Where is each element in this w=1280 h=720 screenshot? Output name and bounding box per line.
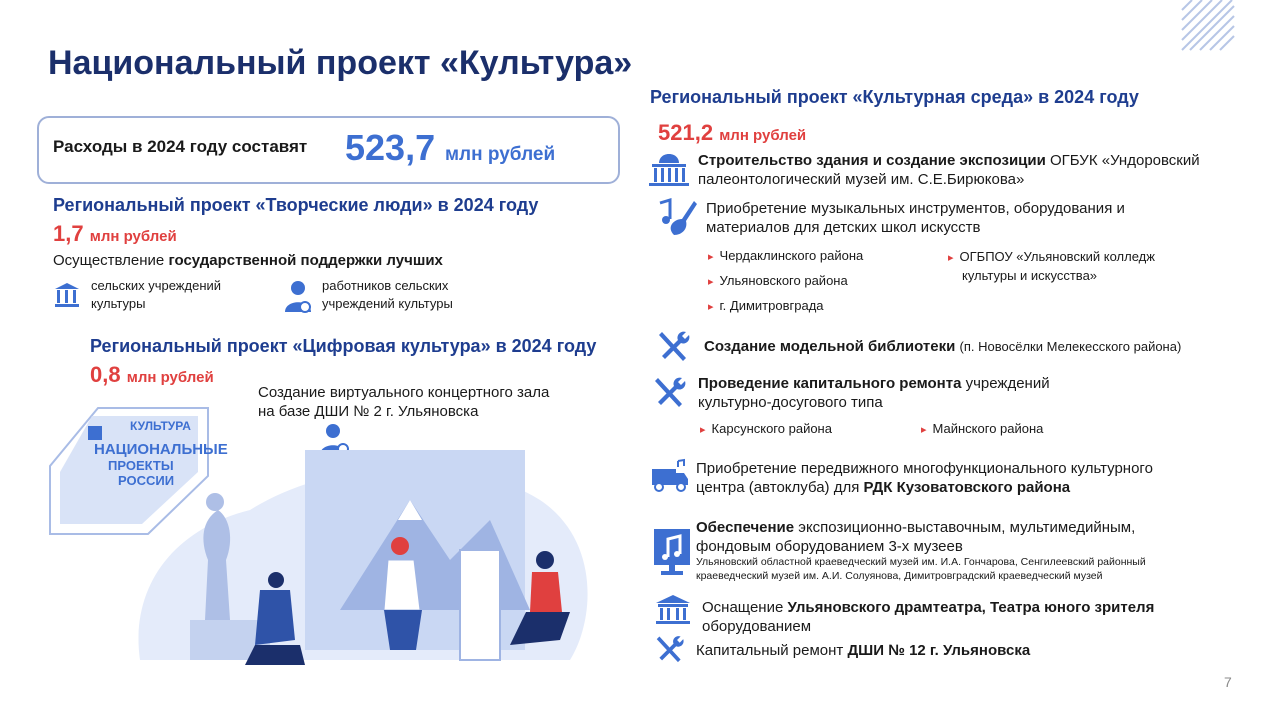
creative-description xyxy=(53,251,443,270)
env-item-school-repair: Капитальный ремонт ДШИ № 12 г. Ульяновска xyxy=(696,642,1031,659)
digital-description: Создание виртуального концертного зала на базе ДШИ № 2 г. Ульяновска xyxy=(258,384,550,420)
env-item-instruments: Приобретение музыкальных инструментов, оборудования и материалов для детских школ искусств xyxy=(706,200,1125,236)
creative-heading: Региональный проект «Творческие люди» в 2024 году xyxy=(53,195,539,215)
creative-item-rural-workers: работников сельских учреждений культуры xyxy=(322,278,453,311)
digital-amount-unit: млн рублей xyxy=(126,369,214,386)
monitor-music-icon xyxy=(652,527,692,577)
env-amount-value: 521,2 xyxy=(658,120,714,145)
list-item: ▸ Чердаклинского района xyxy=(708,247,863,266)
page-title: Национальный проект «Культура» xyxy=(48,44,633,82)
env-amount xyxy=(658,120,806,146)
creative-amount-value: 1,7 xyxy=(53,221,84,246)
list-item: ▸ Карсунского района xyxy=(700,420,832,439)
logo-culture-word: КУЛЬТУРА xyxy=(130,419,191,433)
columns-icon xyxy=(53,281,81,309)
env-item-theatres: Оснащение Ульяновского драмтеатра, Театра юного зрителя оборудованием xyxy=(702,599,1155,635)
logo-line2: ПРОЕКТЫ xyxy=(108,458,174,473)
list-item: ▸ Ульяновского района xyxy=(708,272,848,291)
env-item-museums-note: Ульяновский областной краеведческий музей им. И.А. Гончарова, Сенгилеевский районный краеведческий музей им. А.И. Солуянова, Димитровградский краеведческий музей xyxy=(696,556,1146,582)
tools-icon xyxy=(656,328,692,362)
creative-item-rural-institutions: сельских учреждений культуры xyxy=(91,278,222,311)
creative-amount-unit: млн рублей xyxy=(89,228,177,245)
list-item: ▸ Майнского района xyxy=(921,420,1043,439)
expenses-value: 523,7 xyxy=(345,127,436,168)
env-item-autoclub: Приобретение передвижного многофункционального культурного центра (автоклуба) для РДК Кузоватовского района xyxy=(696,460,1153,496)
truck-icon xyxy=(650,459,690,493)
creative-desc-bold: государственной поддержки лучших xyxy=(168,252,443,269)
page-number: 7 xyxy=(1224,674,1232,690)
music-instruments-icon xyxy=(656,197,698,237)
logo-line1: НАЦИОНАЛЬНЫЕ xyxy=(94,441,228,458)
creative-desc-prefix: Осуществление xyxy=(53,252,165,269)
tools-icon xyxy=(652,374,688,408)
culture-illustration xyxy=(130,440,590,670)
expenses-label: Расходы в 2024 году составят xyxy=(53,137,308,156)
digital-amount xyxy=(90,362,214,388)
digital-heading: Региональный проект «Цифровая культура» в 2024 году xyxy=(90,336,597,356)
tools-icon xyxy=(654,633,686,663)
creative-amount xyxy=(53,221,177,247)
expenses-unit: млн рублей xyxy=(445,144,556,165)
env-item-repair: Проведение капитального ремонта учреждений культурно-досугового типа xyxy=(698,375,1050,411)
logo-line3: РОССИИ xyxy=(118,473,175,488)
env-item-museum: Строительство здания и создание экспозиции ОГБУК «Ундоровский палеонтологический музей им. С.Е.Бирюкова» xyxy=(698,152,1200,188)
theatre-building-icon xyxy=(654,593,692,625)
digital-amount-value: 0,8 xyxy=(90,362,121,387)
person-icon xyxy=(283,279,313,313)
list-item-college: ▸ ОГБПОУ «Ульяновский колледж культуры и искусства» xyxy=(948,248,1155,285)
env-item-museums-equipment: Обеспечение экспозиционно-выставочным, мультимедийным, фондовым оборудованием 3-х музеев xyxy=(696,519,1136,555)
list-item: ▸ г. Димитровграда xyxy=(708,297,824,316)
museum-building-icon xyxy=(648,153,690,187)
env-amount-unit: млн рублей xyxy=(719,127,807,144)
hatch-decoration xyxy=(1182,0,1234,50)
env-item-library: Создание модельной библиотеки (п. Новосёлки Мелекесского района) xyxy=(704,338,1182,355)
env-heading: Региональный проект «Культурная среда» в 2024 году xyxy=(650,87,1139,107)
